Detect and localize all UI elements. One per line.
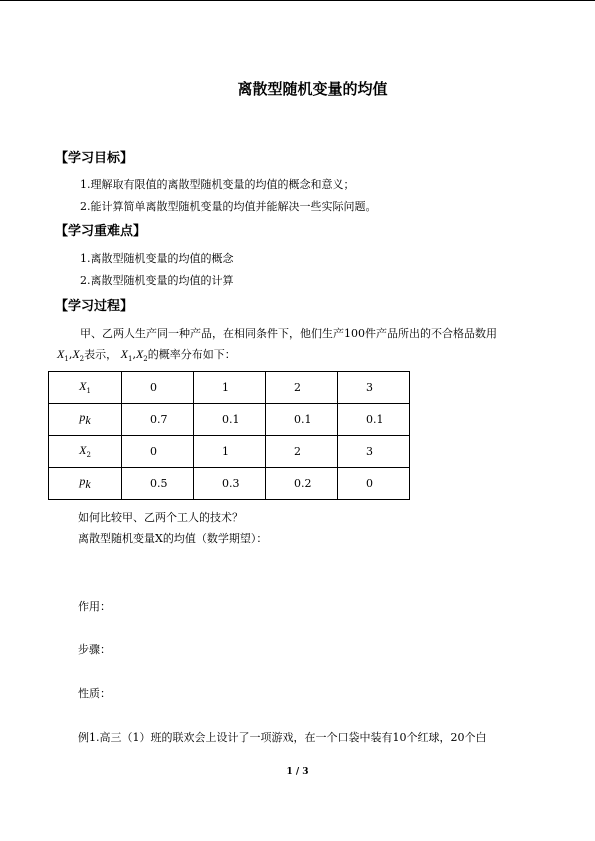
table-cell: 0.7: [122, 404, 194, 436]
table-cell: 3: [338, 436, 410, 468]
table-cell: 3: [338, 372, 410, 404]
table-cell: 0.1: [266, 404, 338, 436]
process-intro-line1: 甲、乙两人生产同一种产品，在相同条件下，他们生产100件产品所出的不合格品数用: [80, 327, 497, 340]
row-header-x1: $X_1$: [49, 372, 122, 404]
question-text: 如何比较甲、乙两个工人的技术？: [78, 511, 243, 524]
goal-item-1: 1.理解取有限值的离散型随机变量的均值的概念和意义；: [80, 178, 355, 191]
table-row: [49, 436, 410, 468]
effect-label: 作用：: [78, 600, 111, 613]
table-cell: 0.1: [194, 404, 266, 436]
page-number: 1 / 3: [286, 767, 309, 777]
table-cell: 1: [194, 436, 266, 468]
steps-label: 步骤：: [78, 643, 111, 656]
key-point-item-2: 2.离散型随机变量的均值的计算: [80, 274, 234, 287]
table-cell: 1: [194, 372, 266, 404]
definition-text: 离散型随机变量X的均值（数学期望）：: [78, 532, 268, 545]
process-intro-line2: $X_1,X_2$表示， $X_1,X_2$的概率分布如下：: [57, 347, 236, 364]
probability-table: [48, 371, 410, 500]
table-row: [49, 468, 410, 500]
table-row: [49, 372, 410, 404]
table-cell: 0.5: [122, 468, 194, 500]
heading-goals: 【学习目标】: [55, 151, 134, 166]
heading-key-points: 【学习重难点】: [55, 224, 147, 239]
key-point-item-1: 1.离散型随机变量的均值的概念: [80, 252, 234, 265]
properties-label: 性质：: [78, 687, 111, 700]
table-cell: 0.3: [194, 468, 266, 500]
table-cell: 0: [338, 468, 410, 500]
example-1-text: 例1.高三（1）班的联欢会上设计了一项游戏，在一个口袋中装有10个红球，20个白: [78, 731, 487, 744]
table-cell: 0.1: [338, 404, 410, 436]
page-title: 离散型随机变量的均值: [237, 80, 388, 98]
heading-process: 【学习过程】: [55, 299, 134, 314]
table-cell: 0.2: [266, 468, 338, 500]
goal-item-2: 2.能计算简单离散型随机变量的均值并能解决一些实际问题。: [80, 200, 377, 213]
row-header-x2: $X_2$: [49, 436, 122, 468]
table-row: [49, 404, 410, 436]
table-cell: 0: [122, 436, 194, 468]
table-cell: 2: [266, 372, 338, 404]
row-header-pk: $p_k$: [49, 404, 122, 436]
top-border-line: [0, 0, 595, 1]
table-cell: 2: [266, 436, 338, 468]
row-header-pk-2: $p_k$: [49, 468, 122, 500]
table-cell: 0: [122, 372, 194, 404]
